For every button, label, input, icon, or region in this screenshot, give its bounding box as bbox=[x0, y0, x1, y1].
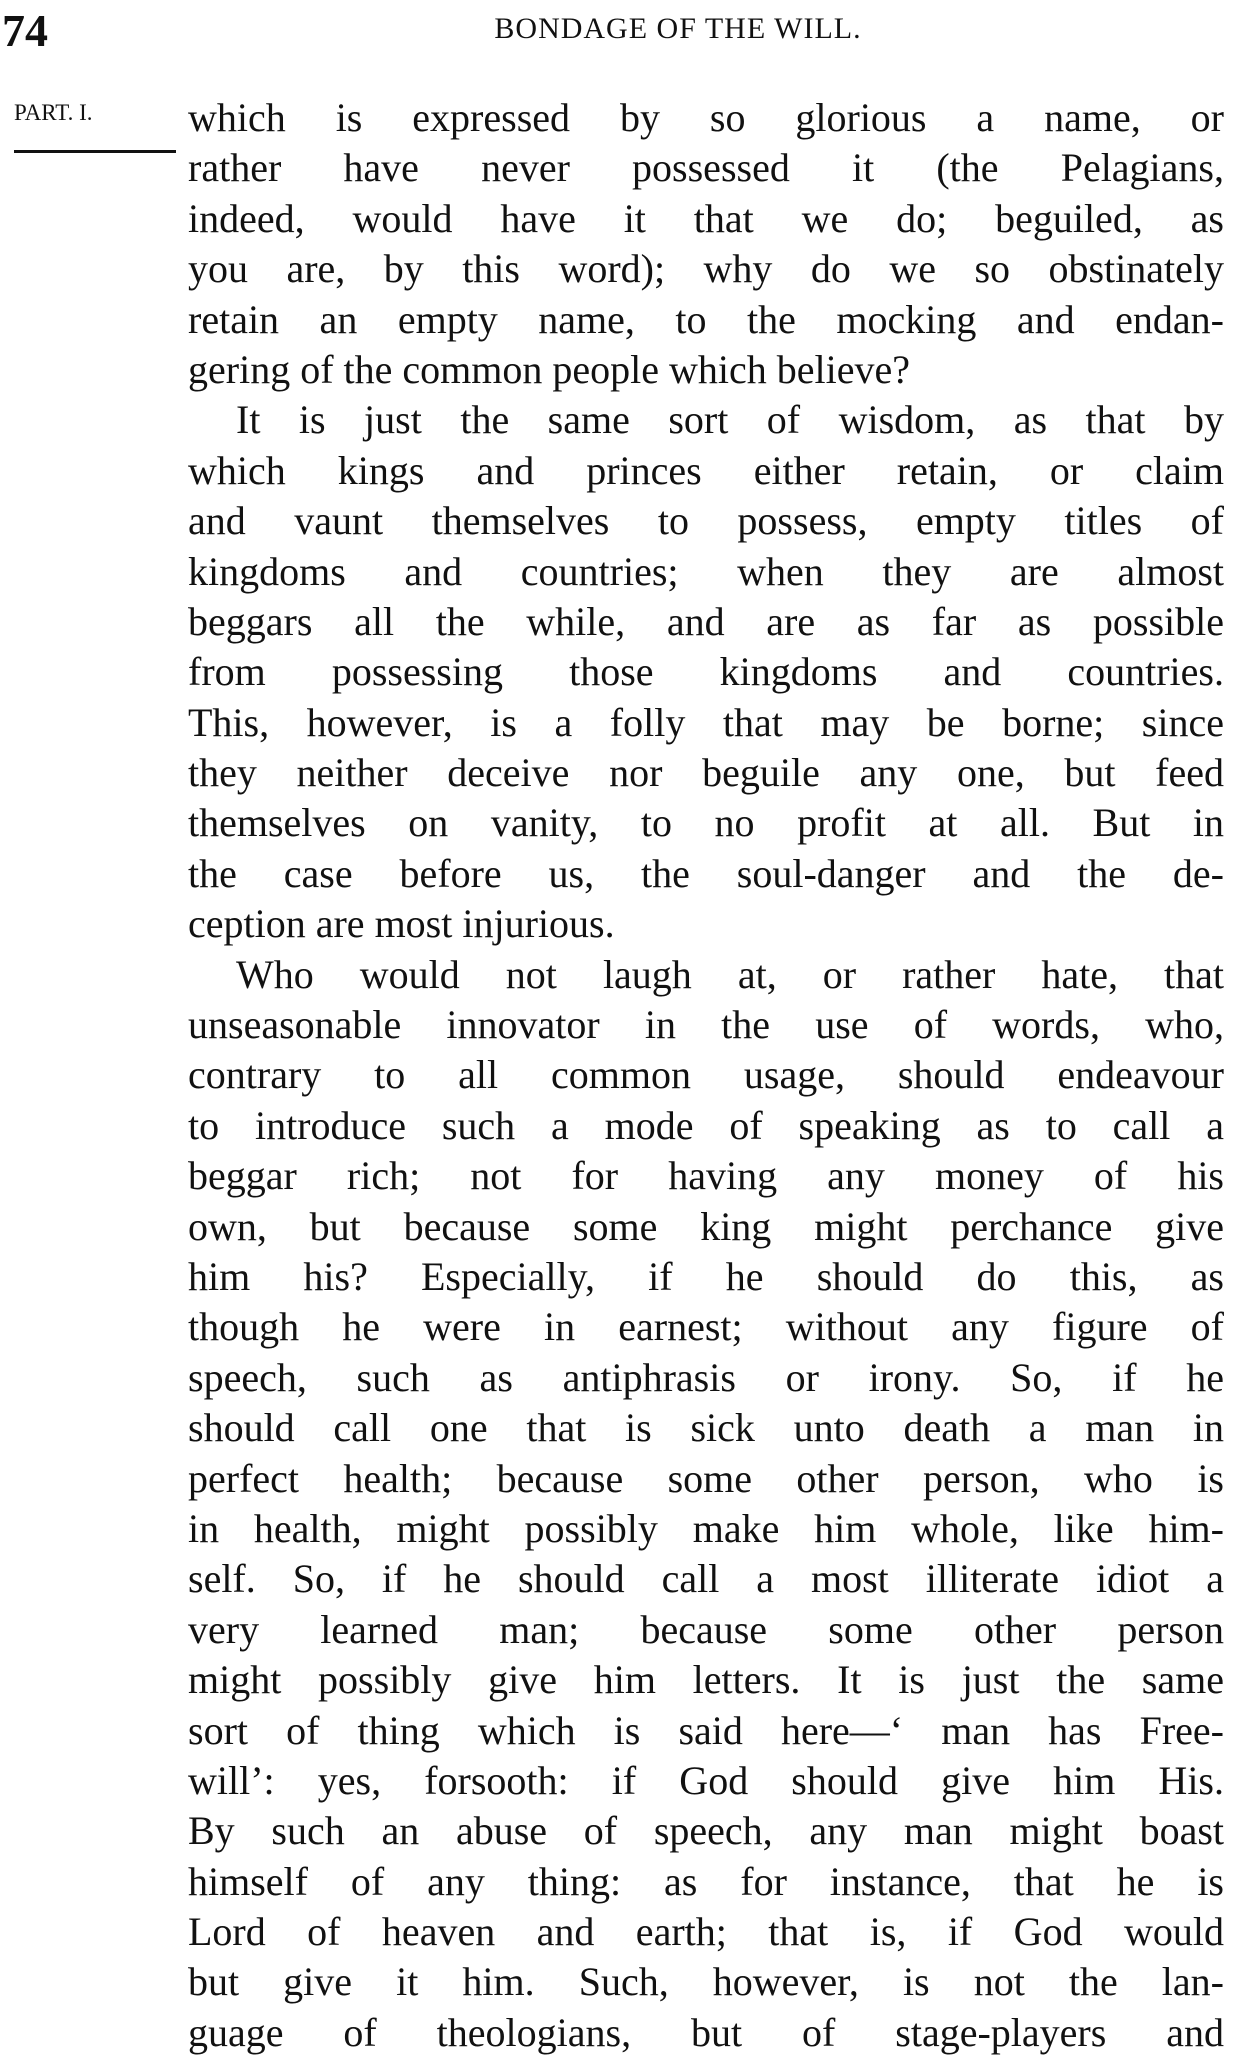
running-title: BONDAGE OF THE WILL. bbox=[494, 12, 862, 45]
text-line: Who would not laugh at, or rather hate, that bbox=[236, 951, 1224, 997]
text-line: you are, by this word); why do we so obstinately bbox=[188, 246, 1224, 292]
text-line: rather have never possessed it (the Pelagians, bbox=[188, 145, 1224, 191]
margin-rule bbox=[14, 150, 176, 153]
text-line: By such an abuse of speech, any man might boast bbox=[188, 1808, 1224, 1854]
text-line: very learned man; because some other person bbox=[188, 1606, 1224, 1652]
text-line: contrary to all common usage, should endeavour bbox=[188, 1052, 1224, 1098]
text-line: might possibly give him letters. It is just the same bbox=[188, 1657, 1224, 1703]
text-line: It is just the same sort of wisdom, as that by bbox=[236, 397, 1224, 443]
text-line: kingdoms and countries; when they are almost bbox=[188, 548, 1224, 594]
text-line: Lord of heaven and earth; that is, if God would bbox=[188, 1909, 1224, 1955]
text-line: beggar rich; not for having any money of his bbox=[188, 1153, 1224, 1199]
text-line: beggars all the while, and are as far as possible bbox=[188, 598, 1224, 644]
text-line: themselves on vanity, to no profit at all. But in bbox=[188, 800, 1224, 846]
text-line: to introduce such a mode of speaking as to call a bbox=[188, 1102, 1224, 1148]
text-line: but give it him. Such, however, is not the lan- bbox=[188, 1959, 1224, 2005]
text-line: retain an empty name, to the mocking and endan- bbox=[188, 296, 1224, 342]
text-line: him his? Especially, if he should do this, as bbox=[188, 1253, 1224, 1299]
text-line: which kings and princes either retain, or claim bbox=[188, 447, 1224, 493]
text-line: they neither deceive nor beguile any one, but feed bbox=[188, 750, 1224, 796]
text-line: will’: yes, forsooth: if God should give him His. bbox=[188, 1757, 1224, 1803]
text-line: the case before us, the soul-danger and the de- bbox=[188, 850, 1224, 896]
text-line: in health, might possibly make him whole, like him- bbox=[188, 1505, 1224, 1551]
text-line: perfect health; because some other person, who is bbox=[188, 1455, 1224, 1501]
text-line: ception are most injurious. bbox=[188, 901, 615, 947]
text-line: indeed, would have it that we do; beguiled, as bbox=[188, 195, 1224, 241]
text-line: own, but because some king might perchance give bbox=[188, 1203, 1224, 1249]
text-line: himself of any thing: as for instance, that he is bbox=[188, 1858, 1224, 1904]
text-line: from possessing those kingdoms and countries. bbox=[188, 649, 1224, 695]
text-line: which is expressed by so glorious a name, or bbox=[188, 95, 1224, 140]
body-text bbox=[188, 93, 1224, 2058]
text-line: sort of thing which is said here—‘ man has Free- bbox=[188, 1707, 1224, 1753]
text-line: self. So, if he should call a most illiterate idiot a bbox=[188, 1556, 1224, 1602]
text-line: speech, such as antiphrasis or irony. So, if he bbox=[188, 1354, 1224, 1400]
text-line: guage of theologians, but of stage-players and bbox=[188, 2009, 1224, 2055]
text-line: unseasonable innovator in the use of words, who, bbox=[188, 1002, 1224, 1048]
text-line: should call one that is sick unto death a man in bbox=[188, 1405, 1224, 1451]
text-line: gering of the common people which believe? bbox=[188, 346, 910, 392]
text-line: though he were in earnest; without any figure of bbox=[188, 1304, 1224, 1350]
page-number: 74 bbox=[2, 5, 48, 56]
text-line: and vaunt themselves to possess, empty titles of bbox=[188, 498, 1224, 544]
margin-note: PART. I. bbox=[14, 100, 93, 125]
text-line: This, however, is a folly that may be borne; since bbox=[188, 699, 1224, 745]
